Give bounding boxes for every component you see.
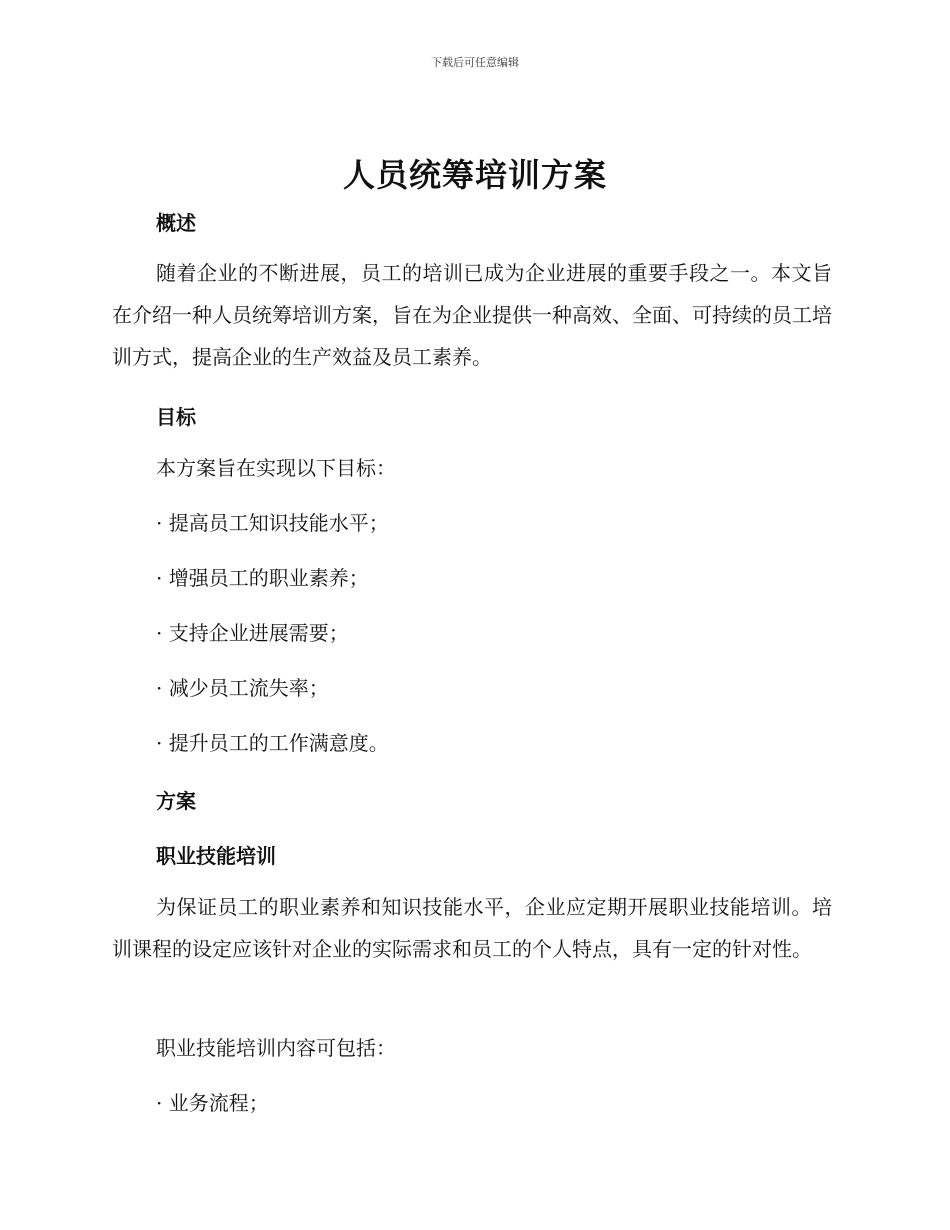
list-item: · 支持企业进展需要； xyxy=(156,621,349,645)
header-note: 下载后可任意编辑 xyxy=(431,56,519,69)
document-title: 人员统筹培训方案 xyxy=(342,156,607,194)
section-heading-plan: 方案 xyxy=(156,789,196,813)
skills-content-intro: 职业技能培训内容可包括： xyxy=(156,1036,396,1060)
subsection-heading-skills: 职业技能培训 xyxy=(156,844,276,868)
list-item: · 业务流程； xyxy=(156,1091,269,1115)
section-heading-goals: 目标 xyxy=(156,405,196,429)
overview-paragraph: 随着企业的不断进展，员工的培训已成为企业进展的重要手段之一。本文旨在介绍一种人员统筹培训方案，旨在为企业提供一种高效、全面、可持续的员工培训方式，提高企业的生产效益及员工素养。 xyxy=(112,261,832,369)
list-item: · 提高员工知识技能水平； xyxy=(156,511,389,535)
list-item: · 减少员工流失率； xyxy=(156,676,329,700)
skills-paragraph: 为保证员工的职业素养和知识技能水平，企业应定期开展职业技能培训。培训课程的设定应该针对企业的实际需求和员工的个人特点，具有一定的针对性。 xyxy=(112,895,832,961)
goals-intro: 本方案旨在实现以下目标： xyxy=(156,456,396,480)
section-heading-overview: 概述 xyxy=(156,211,196,235)
list-item: · 增强员工的职业素养； xyxy=(156,566,369,590)
list-item: · 提升员工的工作满意度。 xyxy=(156,731,389,755)
